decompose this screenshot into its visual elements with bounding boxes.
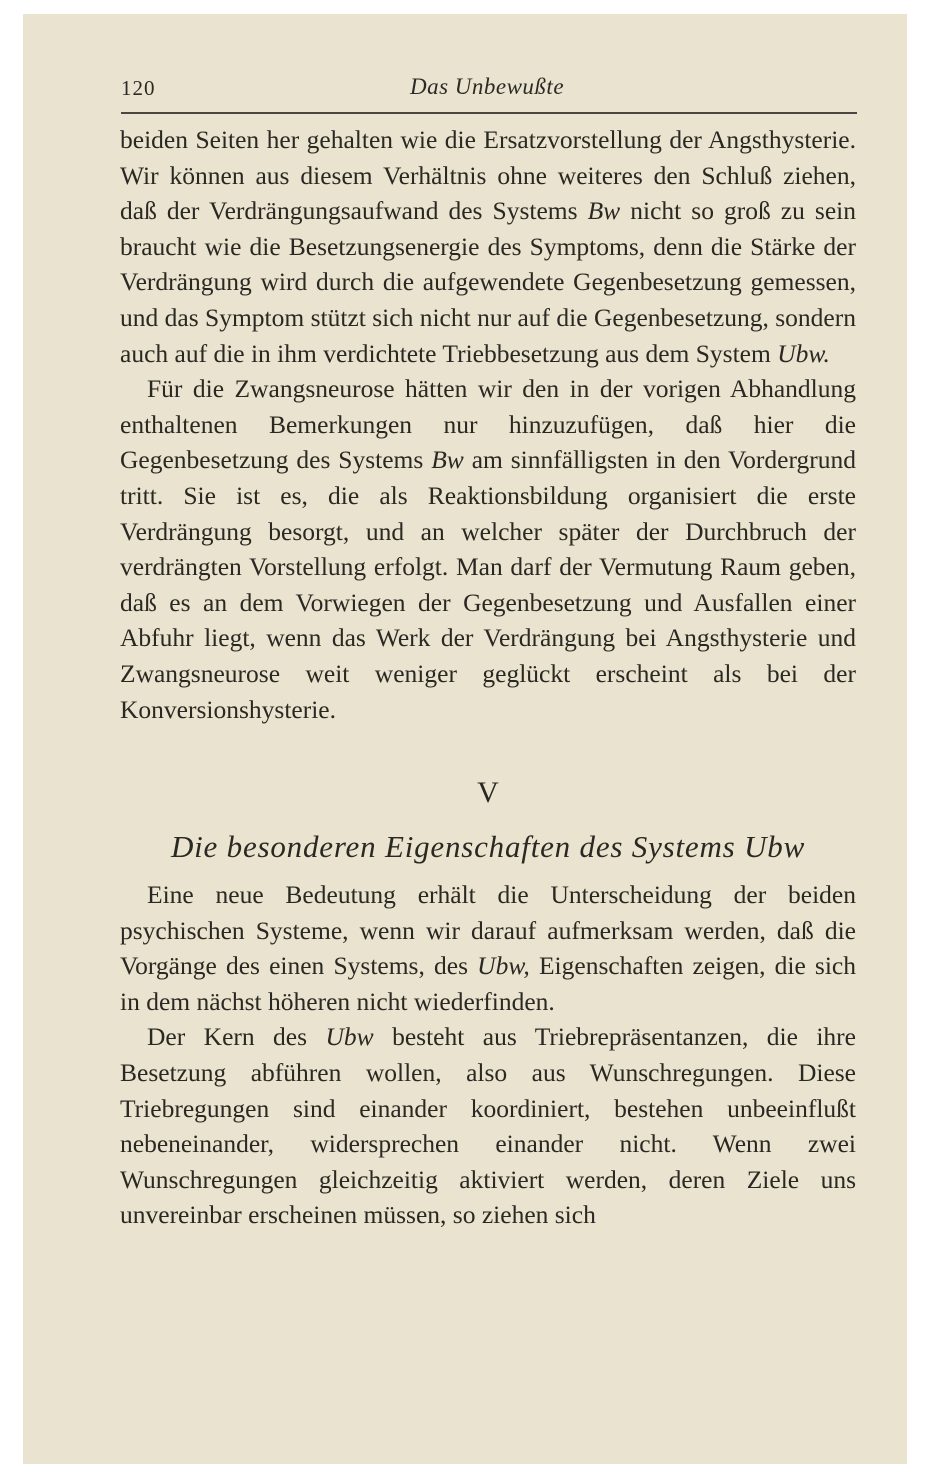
page-header bbox=[121, 70, 853, 104]
section-after bbox=[120, 877, 856, 1233]
paragraph: Für die Zwangsneurose hätten wir den in der vorigen Abhandlung enthaltenen Bemerkungen nur hinzuzufügen, daß hier die Gegenbesetzung des Systems Bw am sinnfälligsten in den Vordergrund tritt. Sie ist es, die als Reaktionsbildung organisiert die erste Verdrängung besorgt, und an welcher später der Durchbruch der verdrängten Vorstellung erfolgt. Man darf der Vermutung Raum geben, daß es an dem Vorwiegen der Gegenbesetzung und Ausfallen einer Abfuhr liegt, wenn das Werk der Verdrängung bei Angsthysterie und Zwangsneurose weit weniger geglückt erscheint als bei der Konversionshysterie. bbox=[120, 374, 856, 724]
running-head: Das Unbewußte bbox=[409, 74, 565, 99]
page-body bbox=[120, 122, 856, 1233]
section-before bbox=[120, 122, 856, 727]
paragraph: beiden Seiten her gehalten wie die Ersatzvorstellung der Angsthysterie. Wir können aus diesem Verhältnis ohne weiteres den Schluß ziehen, daß der Verdrängungsaufwand des Systems Bw nicht so groß zu sein braucht wie die Besetzungsenergie des Symptoms, denn die Stärke der Verdrängung wird durch die aufgewendete Gegenbesetzung gemessen, und das Symptom stützt sich nicht nur auf die Gegenbesetzung, sondern auch auf die in ihm verdichtete Triebbesetzung aus dem System Ubw. bbox=[120, 125, 856, 368]
italic-term: Ubw bbox=[325, 1022, 374, 1052]
section-title: Die besonderen Eigenschaften des Systems Ubw bbox=[170, 829, 806, 865]
header-rule bbox=[121, 112, 857, 114]
paragraph: Der Kern des Ubw besteht aus Triebrepräsentanzen, die ihre Besetzung abführen wollen, also aus Wunschregungen. Diese Triebregungen sind einander koordiniert, bestehen unbeeinflußt nebeneinander, widersprechen einander nicht. Wenn zwei Wunschregungen gleichzeitig aktiviert werden, deren Ziele uns unvereinbar erscheinen müssen, so ziehen sich bbox=[120, 1022, 856, 1230]
italic-term: Ubw, bbox=[477, 951, 530, 981]
page-number: 120 bbox=[121, 76, 156, 100]
italic-term: Ubw. bbox=[777, 338, 830, 368]
section-numeral: V bbox=[477, 776, 499, 810]
italic-term: Bw bbox=[587, 196, 621, 226]
paragraph: Eine neue Bedeutung erhält die Unterscheidung der beiden psychischen Systeme, wenn wir darauf aufmerksam werden, daß die Vorgänge des einen Systems, des Ubw, Eigenschaften zeigen, die sich in dem nächst höheren nicht wiederfinden. bbox=[120, 880, 856, 1016]
italic-term: Bw bbox=[431, 445, 464, 475]
book-page bbox=[23, 14, 907, 1464]
